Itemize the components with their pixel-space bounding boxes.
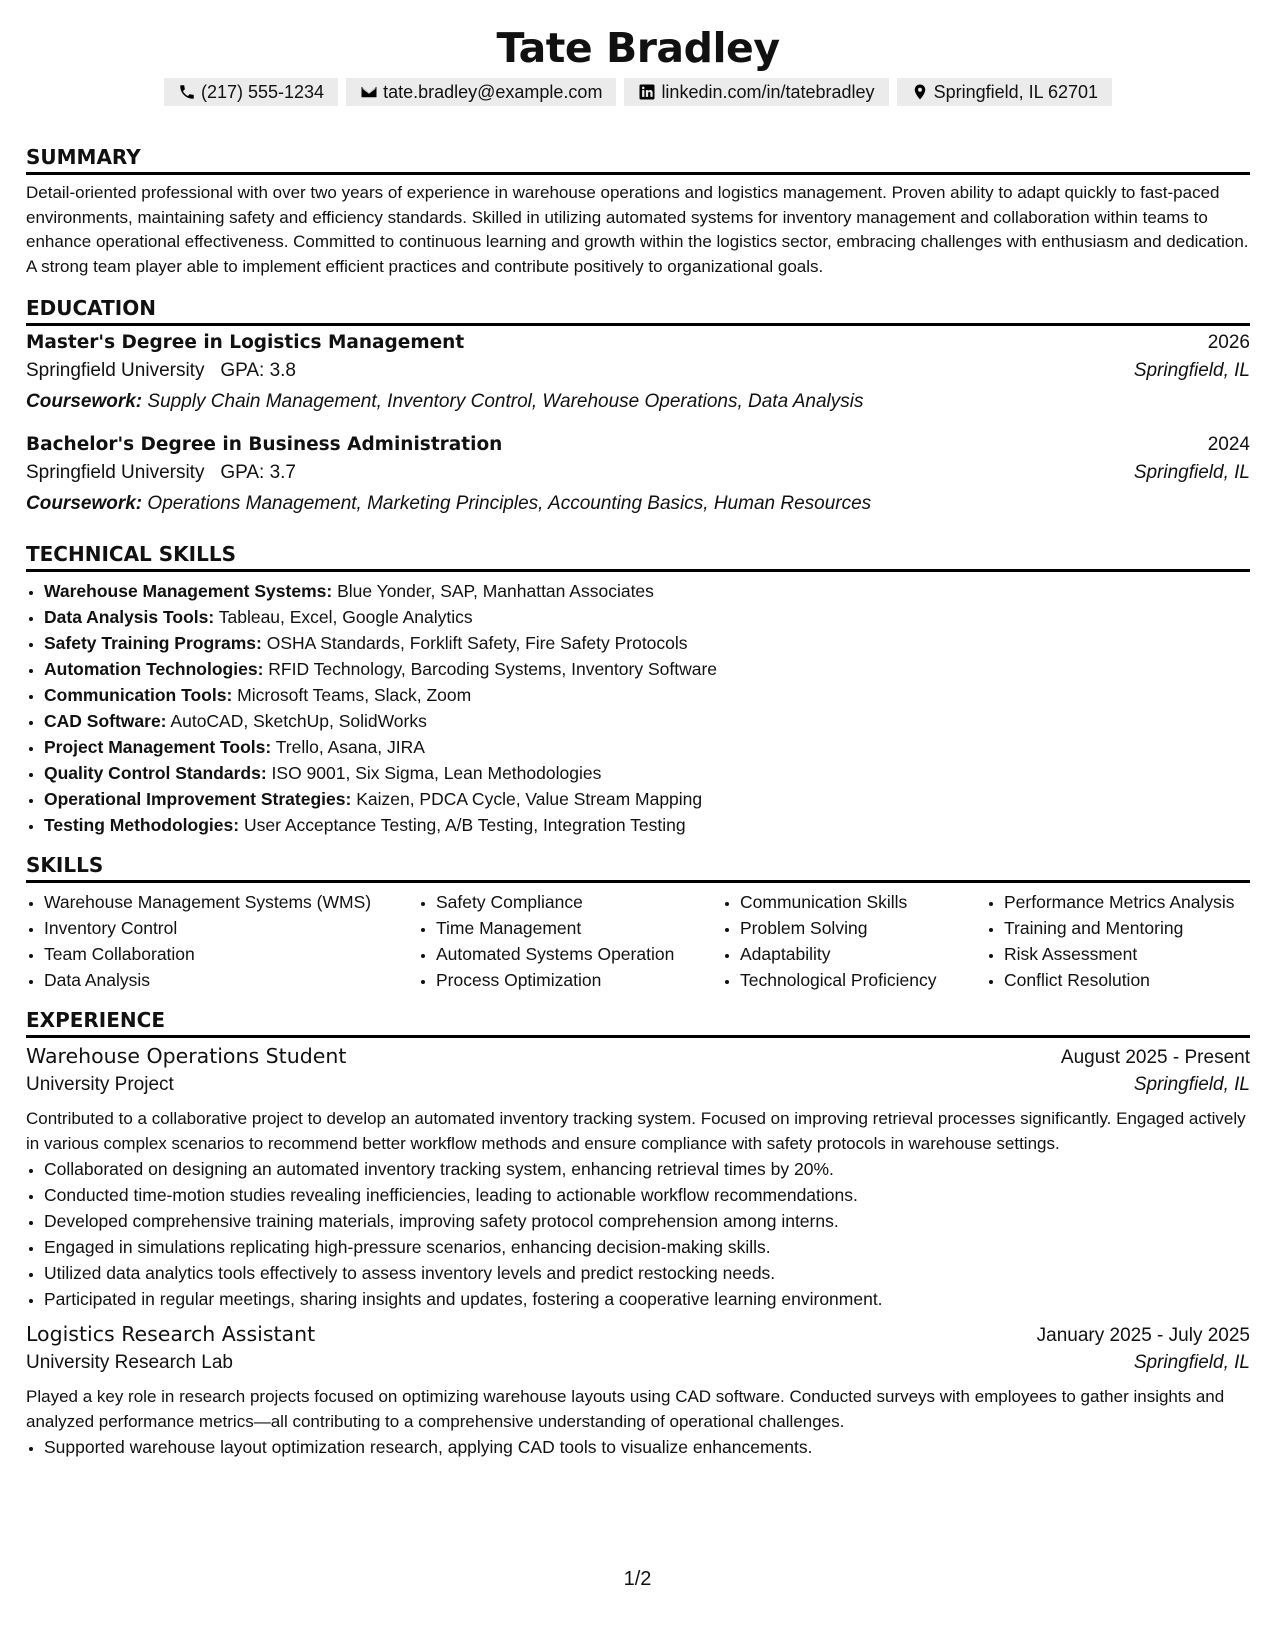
list-item: • Automation Technologies: RFID Technology, Barcoding Systems, Inventory Software (44, 656, 1250, 682)
skills-column (418, 889, 722, 993)
job-description: Contributed to a collaborative project to develop an automated inventory tracking system. Focused on improving retrieval processes significantly. Engaged actively in various complex scenarios to recommend better workflow methods and ensure compliance with safety protocols in warehouse settings. (26, 1109, 1246, 1153)
list-item: • Risk Assessment (1004, 941, 1235, 967)
skills-column (722, 889, 986, 993)
coursework-label: Coursework: (26, 391, 143, 412)
experience-entry (26, 1044, 1250, 1312)
contact-text: tate.bradley@example.com (383, 82, 603, 102)
list-item: • Testing Methodologies: User Acceptance Testing, A/B Testing, Integration Testing (44, 812, 1250, 838)
technical-skills-section (26, 541, 1250, 838)
list-item: • Problem Solving (740, 915, 986, 941)
list-item: • Collaborated on designing an automated inventory tracking system, enhancing retrieval times by 20%. (44, 1156, 1250, 1182)
job-title: Warehouse Operations Student (26, 1044, 347, 1068)
section-title: EXPERIENCE (26, 1007, 1250, 1038)
degree-title: Bachelor's Degree in Business Administration (26, 434, 503, 455)
job-location: Springfield, IL (1133, 1074, 1250, 1095)
technical-skills-list (26, 578, 1250, 838)
gpa: GPA: 3.7 (220, 462, 296, 483)
job-location: Springfield, IL (1133, 1352, 1250, 1373)
contact-email[interactable] (346, 78, 616, 106)
coursework-label: Coursework: (26, 493, 143, 514)
school-location: Springfield, IL (1133, 360, 1250, 381)
job-org: University Project (26, 1074, 174, 1095)
list-item: • Safety Compliance (436, 889, 722, 915)
list-item: • CAD Software: AutoCAD, SketchUp, SolidWorks (44, 708, 1250, 734)
skills-section (26, 852, 1250, 993)
school-location: Springfield, IL (1133, 462, 1250, 483)
contact-phone[interactable] (164, 78, 338, 106)
list-item: • Quality Control Standards: ISO 9001, Six Sigma, Lean Methodologies (44, 760, 1250, 786)
skills-column (986, 889, 1235, 993)
school-line (26, 462, 296, 484)
resume-page (26, 0, 1250, 1460)
grad-year: 2026 (1207, 332, 1250, 353)
job-dates: January 2025 - July 2025 (1036, 1325, 1250, 1346)
list-item: • Warehouse Management Systems (WMS) (44, 889, 418, 915)
list-item: • Automated Systems Operation (436, 941, 722, 967)
envelope-icon (360, 83, 378, 101)
list-item: • Team Collaboration (44, 941, 418, 967)
linkedin-icon (638, 83, 656, 101)
job-bullets (26, 1434, 1250, 1460)
job-title: Logistics Research Assistant (26, 1322, 316, 1346)
experience-section (26, 1007, 1250, 1460)
list-item: • Communication Tools: Microsoft Teams, Slack, Zoom (44, 682, 1250, 708)
list-item: • Conducted time-motion studies revealing inefficiencies, leading to actionable workflow recommendations. (44, 1182, 1250, 1208)
coursework-list: Operations Management, Marketing Principles, Accounting Basics, Human Resources (147, 493, 872, 514)
contact-text: (217) 555-1234 (200, 82, 325, 102)
list-item: • Project Management Tools: Trello, Asana, JIRA (44, 734, 1250, 760)
list-item: • Data Analysis Tools: Tableau, Excel, Google Analytics (44, 604, 1250, 630)
section-title: TECHNICAL SKILLS (26, 541, 1250, 572)
candidate-name: Tate Bradley (496, 24, 780, 72)
contact-bar (26, 78, 1250, 106)
list-item: • Engaged in simulations replicating high-pressure scenarios, enhancing decision-making skills. (44, 1234, 1250, 1260)
list-item: • Supported warehouse layout optimization research, applying CAD tools to visualize enhancements. (44, 1434, 1250, 1460)
education-section (26, 295, 1250, 523)
section-title: EDUCATION (26, 295, 1250, 326)
list-item: • Conflict Resolution (1004, 967, 1235, 993)
job-bullets (26, 1156, 1250, 1312)
contact-linkedin[interactable] (624, 78, 888, 106)
school-line (26, 360, 296, 382)
page-number: 1/2 (623, 1568, 652, 1590)
list-item: • Training and Mentoring (1004, 915, 1235, 941)
list-item: • Operational Improvement Strategies: Kaizen, PDCA Cycle, Value Stream Mapping (44, 786, 1250, 812)
coursework-line (26, 391, 1250, 421)
list-item: • Performance Metrics Analysis (1004, 889, 1235, 915)
list-item: • Utilized data analytics tools effectively to assess inventory levels and predict restocking needs. (44, 1260, 1250, 1286)
list-item: • Communication Skills (740, 889, 986, 915)
school-name: Springfield University (26, 360, 205, 381)
coursework-line (26, 493, 1250, 523)
list-item: • Inventory Control (44, 915, 418, 941)
summary-text: Detail-oriented professional with over two years of experience in warehouse operations and logistics management. Proven ability to adapt quickly to fast-paced environments, maintaining safety and efficiency standards. Skilled in utilizing automated systems for inventory management and collaboration within teams to enhance operational effectiveness. Committed to continuous learning and growth within the logistics sector, embracing challenges with enthusiasm and dedication. A strong team player able to implement efficient practices and contribute positively to organizational goals. (26, 183, 1249, 276)
job-dates: August 2025 - Present (1060, 1047, 1250, 1068)
location-pin-icon (911, 83, 929, 101)
phone-icon (178, 83, 196, 101)
list-item: • Safety Training Programs: OSHA Standards, Forklift Safety, Fire Safety Protocols (44, 630, 1250, 656)
list-item: • Time Management (436, 915, 722, 941)
job-org: University Research Lab (26, 1352, 233, 1373)
skills-column (26, 889, 418, 993)
list-item: • Warehouse Management Systems: Blue Yonder, SAP, Manhattan Associates (44, 578, 1250, 604)
gpa: GPA: 3.8 (220, 360, 296, 381)
skills-grid (26, 889, 1250, 993)
list-item: • Adaptability (740, 941, 986, 967)
section-title: SKILLS (26, 852, 1250, 883)
summary-section (26, 144, 1250, 279)
list-item: • Data Analysis (44, 967, 418, 993)
degree-title: Master's Degree in Logistics Management (26, 332, 465, 353)
coursework-list: Supply Chain Management, Inventory Control, Warehouse Operations, Data Analysis (147, 391, 864, 412)
list-item: • Developed comprehensive training materials, improving safety protocol comprehension among interns. (44, 1208, 1250, 1234)
experience-entry (26, 1322, 1250, 1460)
list-item: • Technological Proficiency (740, 967, 986, 993)
section-title: SUMMARY (26, 144, 1250, 175)
job-description: Played a key role in research projects focused on optimizing warehouse layouts using CAD software. Conducted surveys with employees to gather insights and analyzed performance metrics—all contributing to a comprehensive understanding of operational challenges. (26, 1387, 1225, 1431)
education-entry (26, 332, 1250, 421)
list-item: • Process Optimization (436, 967, 722, 993)
list-item: • Participated in regular meetings, sharing insights and updates, fostering a cooperative learning environment. (44, 1286, 1250, 1312)
contact-location (897, 78, 1112, 106)
grad-year: 2024 (1207, 434, 1250, 455)
contact-text: linkedin.com/in/tatebradley (661, 82, 875, 102)
education-entry (26, 434, 1250, 523)
school-name: Springfield University (26, 462, 205, 483)
contact-text: Springfield, IL 62701 (933, 82, 1099, 102)
